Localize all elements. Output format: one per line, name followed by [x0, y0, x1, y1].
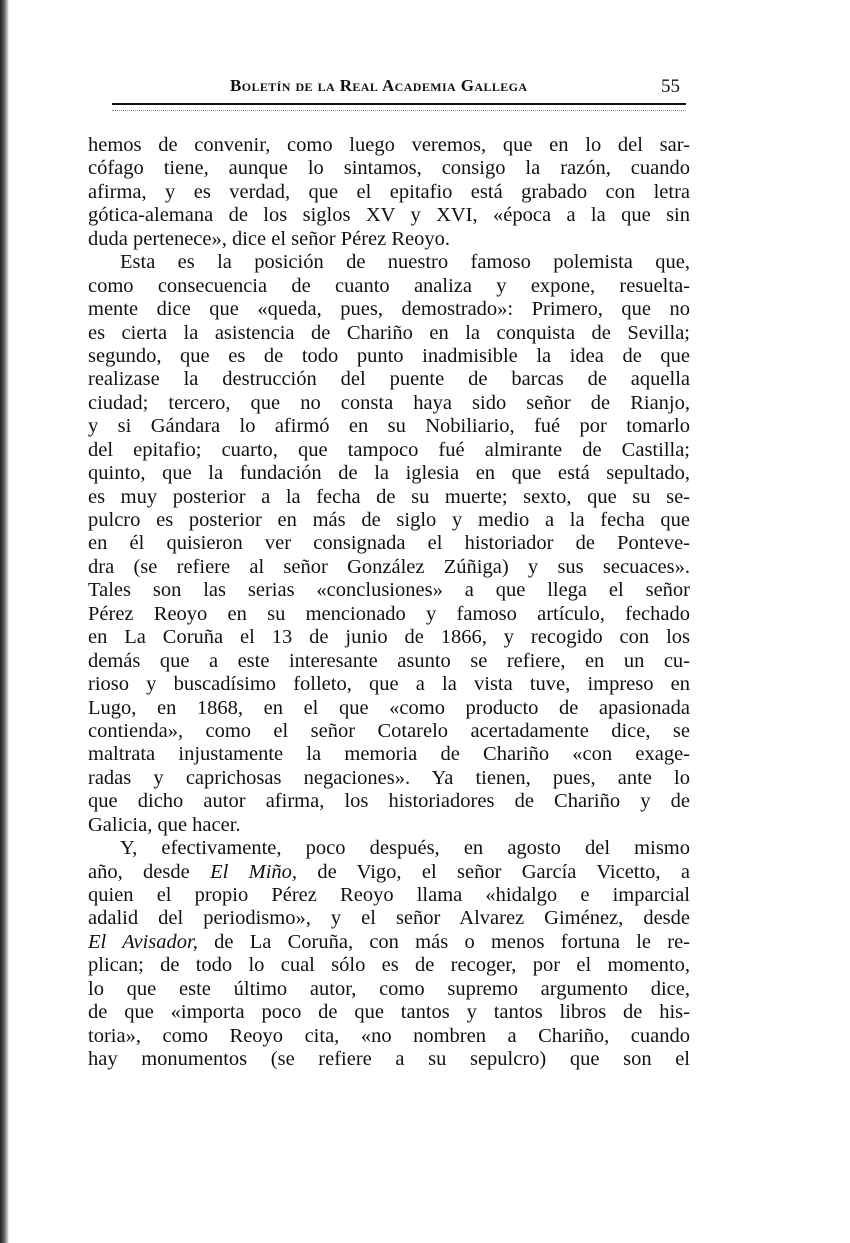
text-segment: de La Coruña, con más o menos fortuna le re- — [197, 930, 690, 953]
text-line — [88, 626, 690, 649]
text-segment: del epitafio; cuarto, que tampoco fué almirante de Castilla; — [88, 438, 690, 461]
text-line — [88, 1048, 690, 1071]
text-segment: gótica-alemana de los siglos XV y XVI, «época a la que sin — [88, 204, 690, 227]
text-segment: hay monumentos (se refiere a su sepulcro) que son el — [88, 1048, 690, 1071]
text-line — [88, 392, 690, 415]
text-line — [88, 181, 690, 204]
text-line — [88, 368, 690, 391]
text-line — [88, 134, 690, 157]
paragraph — [88, 837, 690, 1071]
text-segment: realizase la destrucción del puente de barcas de aquella — [88, 368, 690, 391]
text-line — [88, 931, 690, 954]
text-line — [88, 861, 690, 884]
text-segment: afirma, y es verdad, que el epitafio está grabado con letra — [88, 180, 690, 203]
text-segment: año, desde — [88, 860, 211, 883]
text-line — [88, 298, 690, 321]
text-segment: Galicia, que hacer. — [88, 813, 241, 836]
text-segment: dra (se refiere al señor González Zúñiga) y sus secuaces». — [88, 555, 690, 578]
text-segment: es cierta la asistencia de Chariño en la conquista de Sevilla; — [88, 321, 690, 344]
text-line — [88, 556, 690, 579]
body-text — [88, 134, 690, 1072]
page-number: 55 — [661, 76, 680, 97]
text-line — [88, 837, 690, 860]
text-line — [88, 907, 690, 930]
text-segment: Lugo, en 1868, en el que «como producto de apasionada — [88, 696, 690, 719]
text-line — [88, 720, 690, 743]
text-segment: y si Gándara lo afirmó en su Nobiliario, fué por tomarlo — [88, 415, 690, 438]
italic-title: El Avisador, — [88, 930, 198, 953]
text-line — [88, 415, 690, 438]
text-segment: adalid del periodismo», y el señor Alvarez Giménez, desde — [88, 907, 690, 930]
italic-title: El Miño, — [210, 860, 298, 883]
text-segment: rioso y buscadísimo folleto, que a la vista tuve, impreso en — [88, 673, 690, 696]
text-line — [88, 697, 690, 720]
text-segment: como consecuencia de cuanto analiza y expone, resuelta- — [88, 274, 690, 297]
text-segment: ciudad; tercero, que no consta haya sido señor de Rianjo, — [88, 391, 690, 414]
text-line — [88, 439, 690, 462]
text-line — [88, 1025, 690, 1048]
text-line — [88, 509, 690, 532]
text-segment: en La Coruña el 13 de junio de 1866, y recogido con los — [88, 626, 690, 649]
text-line — [88, 954, 690, 977]
text-line — [88, 767, 690, 790]
text-segment: quinto, que la fundación de la iglesia en que está sepultado, — [88, 462, 690, 485]
text-segment: Esta es la posición de nuestro famoso polemista que, — [120, 251, 690, 274]
text-segment: Tales son las serias «conclusiones» a que llega el señor — [88, 579, 690, 602]
text-segment: Y, efectivamente, poco después, en agosto del mismo — [120, 837, 690, 860]
text-line — [88, 486, 690, 509]
text-line — [88, 579, 690, 602]
text-segment: radas y caprichosas negaciones». Ya tienen, pues, ante lo — [88, 766, 690, 789]
running-title: Boletín de la Real Academia Gallega — [230, 76, 528, 95]
text-segment: quien el propio Pérez Reoyo llama «hidalgo e imparcial — [88, 884, 690, 906]
text-line — [88, 743, 690, 766]
text-segment: de que «importa poco de que tantos y tantos libros de his- — [88, 1001, 690, 1024]
text-segment: maltrata injustamente la memoria de Chariño «con exage- — [88, 743, 690, 766]
paragraph — [88, 134, 690, 251]
text-line — [88, 650, 690, 673]
text-segment: en él quisieron ver consignada el historiador de Ponteve- — [88, 532, 690, 555]
text-line — [88, 1001, 690, 1024]
text-line — [88, 462, 690, 485]
running-header — [88, 76, 690, 100]
text-segment: contienda», como el señor Cotarelo acertadamente dice, se — [88, 719, 690, 742]
text-segment: segundo, que es de todo punto inadmisible la idea de que — [88, 344, 690, 367]
text-line — [88, 251, 690, 274]
text-line — [88, 603, 690, 626]
text-line — [88, 322, 690, 345]
text-line — [88, 978, 690, 1001]
text-line — [88, 884, 690, 907]
text-segment: de Vigo, el señor García Vicetto, a — [297, 860, 690, 883]
text-line — [88, 532, 690, 555]
text-segment: hemos de convenir, como luego veremos, que en lo del sar- — [88, 134, 690, 156]
text-line — [88, 673, 690, 696]
text-line — [88, 790, 690, 813]
text-segment: plican; de todo lo cual sólo es de recoger, por el momento, — [88, 954, 690, 977]
text-segment: mente dice que «queda, pues, demostrado»: Primero, que no — [88, 298, 690, 321]
scan-binding-edge — [0, 0, 9, 1243]
text-segment: pulcro es posterior en más de siglo y medio a la fecha que — [88, 509, 690, 531]
text-segment: es muy posterior a la fecha de su muerte; sexto, que su se- — [88, 485, 690, 508]
text-segment: lo que este último autor, como supremo argumento dice, — [88, 977, 690, 1000]
text-line — [88, 157, 690, 180]
header-dotted-rule — [112, 110, 686, 111]
text-segment: cófago tiene, aunque lo sintamos, consigo la razón, cuando — [88, 157, 690, 180]
text-line — [88, 275, 690, 298]
text-segment: que dicho autor afirma, los historiadores de Chariño y de — [88, 790, 690, 813]
text-segment: demás que a este interesante asunto se refiere, en un cu- — [88, 649, 690, 672]
paragraph — [88, 251, 690, 837]
text-segment: duda pertenece», dice el señor Pérez Reoyo. — [88, 227, 451, 250]
text-line — [88, 228, 690, 251]
text-segment: Pérez Reoyo en su mencionado y famoso artículo, fechado — [88, 602, 690, 625]
text-segment: toria», como Reoyo cita, «no nombren a Chariño, cuando — [88, 1024, 690, 1047]
header-rule — [112, 103, 686, 105]
text-line — [88, 345, 690, 368]
text-line — [88, 814, 690, 837]
text-line — [88, 204, 690, 227]
